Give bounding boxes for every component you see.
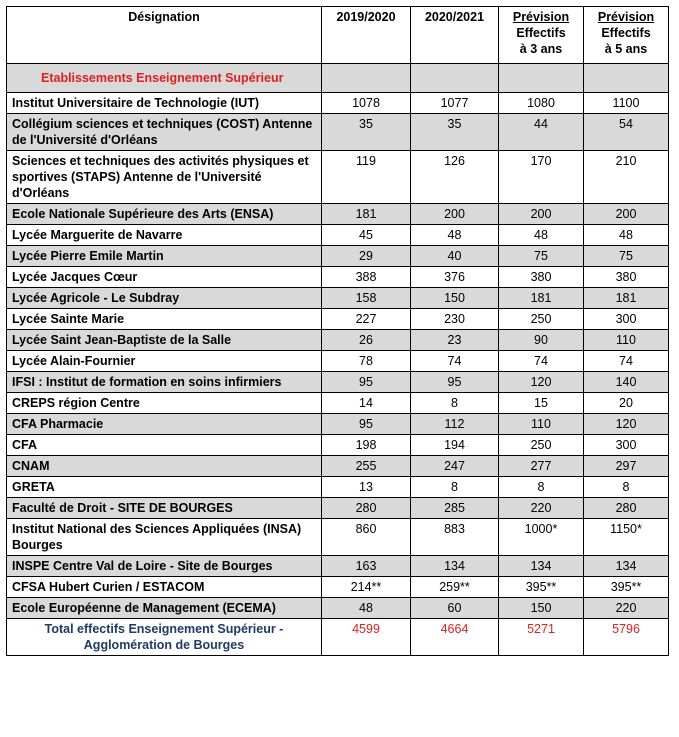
table-row: [7, 151, 669, 204]
table-row: [7, 93, 669, 114]
table-row: [7, 414, 669, 435]
table-row: [7, 114, 669, 151]
value-forecast-5: 54: [584, 114, 669, 151]
value-2020-2021: 48: [411, 225, 499, 246]
total-label-line1: Total effectifs Enseignement Supérieur -: [44, 622, 284, 636]
value-forecast-5: 140: [584, 372, 669, 393]
value-2019-2020: 198: [322, 435, 411, 456]
section-label: Etablissements Enseignement Supérieur: [7, 64, 322, 93]
value-forecast-3: 220: [499, 498, 584, 519]
value-forecast-3: 170: [499, 151, 584, 204]
value-2019-2020: 13: [322, 477, 411, 498]
value-forecast-3: 395**: [499, 577, 584, 598]
total-forecast-3: 5271: [499, 619, 584, 656]
value-2020-2021: 8: [411, 393, 499, 414]
header-2020-2021: 2020/2021: [411, 7, 499, 64]
header-row: [7, 7, 669, 64]
table-row: [7, 372, 669, 393]
establishment-name: Ecole Européenne de Management (ECEMA): [7, 598, 322, 619]
table-row: [7, 204, 669, 225]
value-forecast-3: 120: [499, 372, 584, 393]
value-2019-2020: 14: [322, 393, 411, 414]
table-row: [7, 288, 669, 309]
value-forecast-5: 395**: [584, 577, 669, 598]
value-forecast-3: 181: [499, 288, 584, 309]
value-forecast-5: 280: [584, 498, 669, 519]
value-2020-2021: 883: [411, 519, 499, 556]
value-forecast-5: 300: [584, 309, 669, 330]
total-label: [7, 619, 322, 656]
header-forecast-5-years: [584, 7, 669, 64]
establishment-name: Lycée Jacques Cœur: [7, 267, 322, 288]
value-forecast-5: 48: [584, 225, 669, 246]
value-2019-2020: 78: [322, 351, 411, 372]
value-2020-2021: 194: [411, 435, 499, 456]
value-2019-2020: 95: [322, 414, 411, 435]
value-forecast-3: 134: [499, 556, 584, 577]
section-cell: [411, 64, 499, 93]
value-forecast-5: 1150*: [584, 519, 669, 556]
value-forecast-3: 15: [499, 393, 584, 414]
forecast5-line3: à 5 ans: [604, 42, 648, 56]
establishment-name: Lycée Sainte Marie: [7, 309, 322, 330]
table-row: [7, 435, 669, 456]
establishment-name: IFSI : Institut de formation en soins infirmiers: [7, 372, 322, 393]
value-forecast-5: 297: [584, 456, 669, 477]
table-row: [7, 351, 669, 372]
value-forecast-5: 75: [584, 246, 669, 267]
total-label-line2: Agglomération de Bourges: [83, 638, 245, 652]
value-2020-2021: 95: [411, 372, 499, 393]
establishment-name: INSPE Centre Val de Loire - Site de Bourges: [7, 556, 322, 577]
value-2019-2020: 388: [322, 267, 411, 288]
table-row: [7, 498, 669, 519]
establishment-name: Institut Universitaire de Technologie (IUT): [7, 93, 322, 114]
value-2020-2021: 1077: [411, 93, 499, 114]
value-2020-2021: 23: [411, 330, 499, 351]
value-forecast-3: 380: [499, 267, 584, 288]
value-forecast-3: 44: [499, 114, 584, 151]
table-row: [7, 246, 669, 267]
value-forecast-3: 200: [499, 204, 584, 225]
value-forecast-5: 300: [584, 435, 669, 456]
section-row: [7, 64, 669, 93]
value-forecast-3: 277: [499, 456, 584, 477]
value-forecast-3: 1000*: [499, 519, 584, 556]
value-2020-2021: 259**: [411, 577, 499, 598]
table-row: [7, 393, 669, 414]
value-forecast-5: 181: [584, 288, 669, 309]
establishment-name: Lycée Marguerite de Navarre: [7, 225, 322, 246]
establishment-name: Ecole Nationale Supérieure des Arts (ENSA): [7, 204, 322, 225]
header-2019-2020: 2019/2020: [322, 7, 411, 64]
value-forecast-5: 200: [584, 204, 669, 225]
value-forecast-3: 75: [499, 246, 584, 267]
value-forecast-3: 90: [499, 330, 584, 351]
value-2019-2020: 119: [322, 151, 411, 204]
establishment-name: CNAM: [7, 456, 322, 477]
total-forecast-5: 5796: [584, 619, 669, 656]
value-forecast-3: 150: [499, 598, 584, 619]
section-cell: [322, 64, 411, 93]
value-2019-2020: 860: [322, 519, 411, 556]
value-forecast-5: 120: [584, 414, 669, 435]
value-forecast-3: 48: [499, 225, 584, 246]
value-2020-2021: 285: [411, 498, 499, 519]
table-row: [7, 477, 669, 498]
value-2020-2021: 35: [411, 114, 499, 151]
table-row: [7, 309, 669, 330]
establishment-name: CREPS région Centre: [7, 393, 322, 414]
table-row: [7, 556, 669, 577]
establishment-name: CFA Pharmacie: [7, 414, 322, 435]
value-2019-2020: 35: [322, 114, 411, 151]
forecast3-line3: à 3 ans: [519, 42, 563, 56]
value-forecast-5: 380: [584, 267, 669, 288]
table-row: [7, 330, 669, 351]
value-2019-2020: 280: [322, 498, 411, 519]
establishment-name: CFSA Hubert Curien / ESTACOM: [7, 577, 322, 598]
value-2019-2020: 181: [322, 204, 411, 225]
header-forecast-3-years: [499, 7, 584, 64]
value-forecast-3: 74: [499, 351, 584, 372]
value-2019-2020: 158: [322, 288, 411, 309]
value-2020-2021: 126: [411, 151, 499, 204]
value-2020-2021: 8: [411, 477, 499, 498]
value-2020-2021: 230: [411, 309, 499, 330]
table-row: [7, 598, 669, 619]
value-2020-2021: 200: [411, 204, 499, 225]
value-forecast-5: 1100: [584, 93, 669, 114]
forecast3-title: Prévision: [512, 10, 570, 24]
total-2020-2021: 4664: [411, 619, 499, 656]
enrollment-table: [6, 6, 669, 656]
value-2019-2020: 95: [322, 372, 411, 393]
value-2019-2020: 26: [322, 330, 411, 351]
table-row: [7, 456, 669, 477]
value-2020-2021: 74: [411, 351, 499, 372]
total-row: [7, 619, 669, 656]
forecast5-line2: Effectifs: [601, 26, 651, 40]
value-2020-2021: 376: [411, 267, 499, 288]
value-2020-2021: 40: [411, 246, 499, 267]
value-2020-2021: 247: [411, 456, 499, 477]
value-forecast-5: 20: [584, 393, 669, 414]
value-2020-2021: 134: [411, 556, 499, 577]
establishment-name: Collégium sciences et techniques (COST) Antenne de l'Université d'Orléans: [7, 114, 322, 151]
forecast3-line2: Effectifs: [516, 26, 566, 40]
establishment-name: GRETA: [7, 477, 322, 498]
establishment-name: Lycée Agricole - Le Subdray: [7, 288, 322, 309]
table-row: [7, 225, 669, 246]
value-forecast-5: 110: [584, 330, 669, 351]
value-2019-2020: 255: [322, 456, 411, 477]
establishment-name: Lycée Alain-Fournier: [7, 351, 322, 372]
table-row: [7, 519, 669, 556]
establishment-name: Lycée Pierre Emile Martin: [7, 246, 322, 267]
value-2020-2021: 112: [411, 414, 499, 435]
section-cell: [584, 64, 669, 93]
value-forecast-3: 250: [499, 309, 584, 330]
table-row: [7, 577, 669, 598]
section-cell: [499, 64, 584, 93]
value-forecast-3: 250: [499, 435, 584, 456]
total-2019-2020: 4599: [322, 619, 411, 656]
value-2019-2020: 1078: [322, 93, 411, 114]
value-forecast-5: 134: [584, 556, 669, 577]
value-forecast-3: 110: [499, 414, 584, 435]
value-2019-2020: 45: [322, 225, 411, 246]
establishment-name: Sciences et techniques des activités physiques et sportives (STAPS) Antenne de l'Université d'Orléans: [7, 151, 322, 204]
value-forecast-3: 1080: [499, 93, 584, 114]
value-2019-2020: 48: [322, 598, 411, 619]
establishment-name: Faculté de Droit - SITE DE BOURGES: [7, 498, 322, 519]
forecast5-title: Prévision: [597, 10, 655, 24]
value-forecast-5: 8: [584, 477, 669, 498]
value-forecast-5: 220: [584, 598, 669, 619]
value-2020-2021: 60: [411, 598, 499, 619]
establishment-name: Institut National des Sciences Appliquées (INSA) Bourges: [7, 519, 322, 556]
table-row: [7, 267, 669, 288]
value-2019-2020: 163: [322, 556, 411, 577]
value-forecast-5: 210: [584, 151, 669, 204]
value-2019-2020: 29: [322, 246, 411, 267]
value-2020-2021: 150: [411, 288, 499, 309]
value-forecast-5: 74: [584, 351, 669, 372]
header-designation: Désignation: [7, 7, 322, 64]
value-2019-2020: 227: [322, 309, 411, 330]
value-forecast-3: 8: [499, 477, 584, 498]
value-2019-2020: 214**: [322, 577, 411, 598]
establishment-name: Lycée Saint Jean-Baptiste de la Salle: [7, 330, 322, 351]
establishment-name: CFA: [7, 435, 322, 456]
